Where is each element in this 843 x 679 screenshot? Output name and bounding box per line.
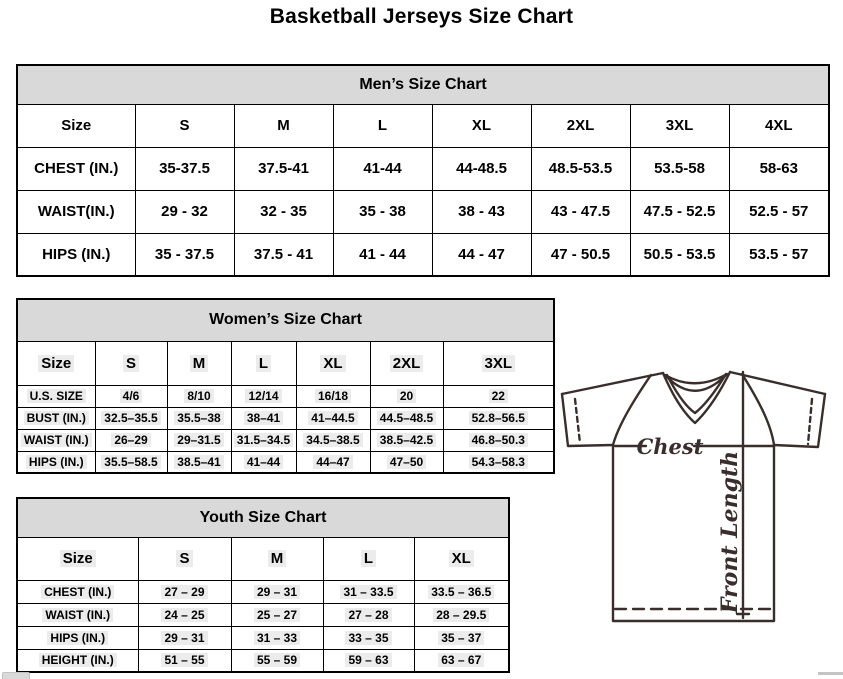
cell-text: 63 – 67 [438, 653, 484, 667]
column-header [333, 104, 432, 147]
table-row [17, 190, 829, 233]
column-header [17, 537, 138, 580]
cell-text: 12/14 [245, 389, 281, 403]
size-cell [333, 233, 432, 276]
row-label [17, 451, 95, 473]
cell-text: 26–29 [111, 433, 150, 447]
row-label [17, 233, 135, 276]
column-header [531, 104, 630, 147]
size-cell [630, 190, 729, 233]
size-cell [630, 147, 729, 190]
cell-text: 41–44.5 [308, 411, 357, 425]
cell-text: 25 – 27 [254, 608, 300, 622]
size-cell [234, 147, 333, 190]
size-cell [296, 407, 370, 429]
column-header [17, 341, 95, 385]
cell-text: Size [60, 550, 96, 567]
size-cell [443, 385, 554, 407]
size-cell [231, 626, 323, 649]
row-label [17, 407, 95, 429]
cell-text: 47.5 - 52.5 [643, 203, 716, 220]
jersey-right-sleeve-stitch [808, 399, 812, 444]
cell-text: 53.5-58 [654, 160, 705, 177]
cell-text: 22 [489, 389, 508, 403]
row-label [17, 626, 138, 649]
men-table-title-row [17, 65, 829, 104]
size-cell [333, 190, 432, 233]
cell-text: 44–47 [313, 455, 352, 469]
cell-text: 58-63 [759, 160, 798, 177]
page-title: Basketball Jerseys Size Chart [269, 5, 574, 28]
column-header [231, 341, 296, 385]
cell-text: 47 - 50.5 [550, 245, 611, 263]
cell-text: 24 – 25 [161, 608, 207, 622]
size-cell [414, 580, 509, 603]
size-cell [95, 407, 167, 429]
table-row [17, 649, 509, 672]
cell-text: 33.5 – 36.5 [428, 585, 494, 599]
cell-text: 4/6 [120, 389, 143, 403]
column-header [432, 104, 531, 147]
cell-text: 50.5 - 53.5 [643, 245, 716, 263]
jersey-right-seam [742, 374, 774, 445]
youth-table-title: Youth Size Chart [17, 498, 509, 537]
table-row [17, 603, 509, 626]
cell-text: 53.5 - 57 [749, 245, 809, 263]
size-cell [95, 451, 167, 473]
womens-size-chart-table [16, 298, 555, 474]
cell-text: 52.5 - 57 [749, 203, 809, 220]
scrollbar-fragment-left[interactable] [2, 672, 30, 679]
size-cell [231, 407, 296, 429]
cell-text: Size [38, 355, 74, 372]
cell-text: WAIST(IN.) [37, 203, 115, 220]
column-header [296, 341, 370, 385]
cell-text: L [377, 117, 388, 134]
table-row [17, 233, 829, 276]
cell-text: 59 – 63 [345, 653, 391, 667]
cell-text: 29 - 32 [161, 203, 208, 220]
column-header [138, 537, 231, 580]
row-label [17, 580, 138, 603]
cell-text: 34.5–38.5 [303, 433, 362, 447]
cell-text: HIPS (IN.) [42, 245, 111, 263]
size-cell [138, 626, 231, 649]
cell-text: 37.5-41 [258, 160, 309, 177]
size-cell [138, 603, 231, 626]
column-header [729, 104, 829, 147]
scrollbar-fragment-right[interactable] [818, 672, 843, 675]
size-cell [296, 451, 370, 473]
cell-text: BUST (IN.) [24, 411, 89, 425]
jersey-left-sleeve-stitch [575, 399, 580, 443]
cell-text: 32.5–35.5 [101, 411, 160, 425]
cell-text: 31 – 33.5 [340, 585, 396, 599]
front-length-label: Front Length [717, 450, 743, 614]
cell-text: 38–41 [244, 411, 283, 425]
cell-text: 3XL [482, 355, 516, 372]
cell-text: 35.5–38 [174, 411, 223, 425]
size-cell [323, 626, 414, 649]
men-table-title: Men’s Size Chart [17, 65, 829, 104]
column-header [234, 104, 333, 147]
cell-text: 35-37.5 [159, 160, 210, 177]
size-cell [135, 147, 234, 190]
cell-text: XL [471, 117, 492, 134]
youth-column-header-row [17, 537, 509, 580]
cell-text: 54.3–58.3 [469, 455, 528, 469]
cell-text: 27 – 29 [161, 585, 207, 599]
column-header [17, 104, 135, 147]
size-cell [167, 429, 231, 451]
cell-text: 2XL [566, 117, 595, 134]
jersey-right-sleeve-outline [774, 394, 825, 447]
cell-text: 32 - 35 [260, 203, 307, 220]
row-label [17, 190, 135, 233]
cell-text: S [176, 550, 192, 567]
row-label [17, 147, 135, 190]
cell-text: 3XL [665, 117, 694, 134]
cell-text: 48.5-53.5 [548, 160, 613, 177]
cell-text: M [277, 117, 290, 134]
cell-text: U.S. SIZE [27, 389, 86, 403]
women-table-title-row [17, 299, 554, 341]
size-cell [323, 580, 414, 603]
cell-text: 16/18 [315, 389, 351, 403]
row-label [17, 603, 138, 626]
jersey-body-outline [613, 445, 774, 621]
size-cell [234, 190, 333, 233]
size-cell [432, 233, 531, 276]
cell-text: WAIST (IN.) [21, 433, 92, 447]
cell-text: 55 – 59 [254, 653, 300, 667]
row-label [17, 649, 138, 672]
size-cell [167, 385, 231, 407]
size-cell [370, 451, 443, 473]
size-cell [231, 580, 323, 603]
men-column-header-row [17, 104, 829, 147]
table-row [17, 580, 509, 603]
youth-size-chart-table [16, 497, 510, 673]
size-cell [729, 233, 829, 276]
row-label [17, 385, 95, 407]
cell-text: 44 - 47 [458, 245, 505, 263]
table-row [17, 147, 829, 190]
cell-text: M [268, 550, 287, 567]
size-cell [296, 429, 370, 451]
cell-text: XL [320, 355, 345, 372]
table-row [17, 407, 554, 429]
size-cell [370, 429, 443, 451]
table-row [17, 626, 509, 649]
column-header [231, 537, 323, 580]
cell-text: 35 - 38 [359, 203, 406, 220]
size-cell [323, 649, 414, 672]
jersey-measurement-diagram [558, 366, 830, 628]
row-label [17, 429, 95, 451]
size-cell [95, 385, 167, 407]
cell-text: 41–44 [244, 455, 283, 469]
cell-text: 28 – 29.5 [433, 608, 489, 622]
cell-text: 35.5–58.5 [101, 455, 160, 469]
cell-text: L [256, 355, 271, 372]
jersey-left-sleeve-outline [562, 394, 613, 446]
cell-text: 37.5 - 41 [253, 245, 314, 263]
size-cell [443, 407, 554, 429]
cell-text: 35 - 37.5 [154, 245, 215, 263]
size-cell [370, 385, 443, 407]
cell-text: 33 – 35 [345, 631, 391, 645]
cell-text: 31 – 33 [254, 631, 300, 645]
size-cell [323, 603, 414, 626]
size-cell [296, 385, 370, 407]
size-cell [231, 385, 296, 407]
cell-text: 38 - 43 [458, 203, 505, 220]
size-cell [333, 147, 432, 190]
cell-text: S [123, 355, 139, 372]
cell-text: 47–50 [387, 455, 426, 469]
size-cell [531, 233, 630, 276]
size-cell [135, 190, 234, 233]
column-header [95, 341, 167, 385]
cell-text: 44.5–48.5 [377, 411, 436, 425]
cell-text: 41-44 [363, 160, 402, 177]
cell-text: 29 – 31 [161, 631, 207, 645]
table-row [17, 385, 554, 407]
size-cell [432, 147, 531, 190]
cell-text: 35 – 37 [438, 631, 484, 645]
column-header [323, 537, 414, 580]
column-header [370, 341, 443, 385]
cell-text: 4XL [765, 117, 793, 134]
cell-text: CHEST (IN.) [41, 585, 114, 599]
size-cell [414, 603, 509, 626]
column-header [443, 341, 554, 385]
size-cell [531, 190, 630, 233]
cell-text: CHEST (IN.) [34, 160, 119, 177]
cell-text: L [361, 550, 376, 567]
column-header [167, 341, 231, 385]
cell-text: 43 - 47.5 [550, 203, 611, 220]
table-row [17, 429, 554, 451]
size-cell [138, 649, 231, 672]
size-cell [135, 233, 234, 276]
women-table-title: Women’s Size Chart [17, 299, 554, 341]
cell-text: 38.5–42.5 [377, 433, 436, 447]
size-cell [414, 649, 509, 672]
size-cell [443, 429, 554, 451]
cell-text: M [190, 355, 209, 372]
size-cell [138, 580, 231, 603]
cell-text: WAIST (IN.) [42, 608, 113, 622]
cell-text: HIPS (IN.) [26, 455, 87, 469]
column-header [414, 537, 509, 580]
cell-text: 2XL [390, 355, 424, 372]
size-cell [729, 190, 829, 233]
size-cell [95, 429, 167, 451]
youth-table-title-row [17, 498, 509, 537]
column-header [135, 104, 234, 147]
size-cell [167, 407, 231, 429]
cell-text: 44-48.5 [456, 160, 507, 177]
chest-label: Chest [636, 434, 704, 459]
size-cell [231, 429, 296, 451]
cell-text: XL [449, 550, 474, 567]
cell-text: HEIGHT (IN.) [39, 653, 117, 667]
cell-text: 8/10 [184, 389, 213, 403]
women-column-header-row [17, 341, 554, 385]
cell-text: 31.5–34.5 [234, 433, 293, 447]
cell-text: S [179, 117, 190, 134]
size-cell [432, 190, 531, 233]
size-cell [167, 451, 231, 473]
cell-text: 29–31.5 [174, 433, 223, 447]
cell-text: 29 – 31 [254, 585, 300, 599]
cell-text: 20 [397, 389, 416, 403]
size-cell [231, 603, 323, 626]
size-cell [630, 233, 729, 276]
table-row [17, 451, 554, 473]
size-cell [231, 649, 323, 672]
size-cell [234, 233, 333, 276]
cell-text: 38.5–41 [174, 455, 223, 469]
size-cell [414, 626, 509, 649]
cell-text: Size [61, 117, 92, 134]
size-cell [231, 451, 296, 473]
cell-text: 41 - 44 [359, 245, 406, 263]
jersey-left-shoulder-line [562, 373, 663, 394]
cell-text: 27 – 28 [345, 608, 391, 622]
cell-text: 52.8–56.5 [469, 411, 528, 425]
jersey-right-shoulder-line [730, 372, 825, 394]
size-cell [443, 451, 554, 473]
size-cell [531, 147, 630, 190]
size-cell [370, 407, 443, 429]
cell-text: 46.8–50.3 [469, 433, 528, 447]
cell-text: HIPS (IN.) [47, 631, 108, 645]
size-cell [729, 147, 829, 190]
column-header [630, 104, 729, 147]
cell-text: 51 – 55 [161, 653, 207, 667]
mens-size-chart-table [16, 64, 830, 277]
